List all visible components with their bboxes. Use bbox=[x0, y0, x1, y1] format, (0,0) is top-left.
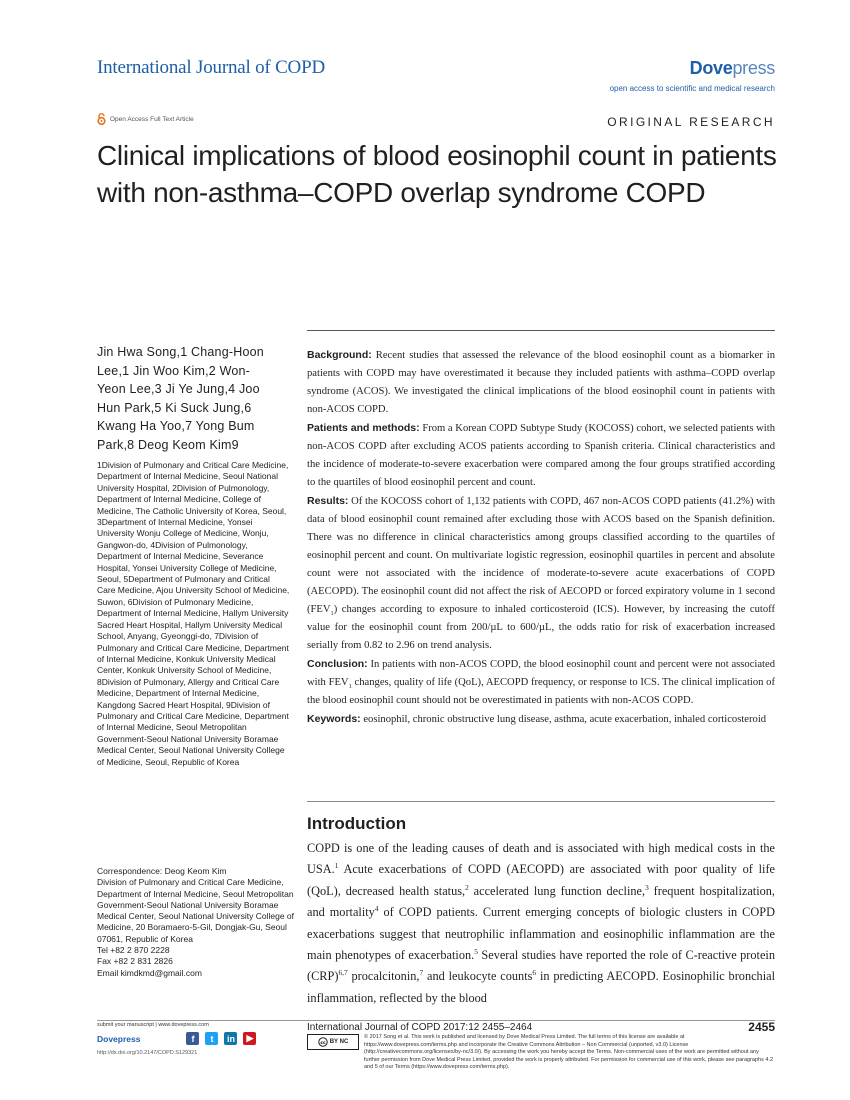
subscript: 1 bbox=[330, 610, 334, 618]
abstract-methods bbox=[307, 419, 775, 492]
facebook-icon[interactable]: f bbox=[186, 1032, 199, 1045]
youtube-icon[interactable]: ▶ bbox=[243, 1032, 256, 1045]
intro-text: accelerated lung function decline, bbox=[468, 883, 646, 898]
publisher-tagline: open access to scientific and medical research bbox=[609, 84, 775, 93]
paper-title: Clinical implications of blood eosinophil count in patients with non-asthma–COPD overlap syndrome COPD bbox=[97, 140, 777, 208]
page-number: 2455 bbox=[748, 1020, 775, 1034]
doi-link[interactable]: http://dx.doi.org/10.2147/COPD.S129321 bbox=[97, 1050, 198, 1056]
journal-title: International Journal of COPD bbox=[97, 57, 325, 78]
abstract-text: changes, quality of life (QoL), AECOPD frequency, or response to ICS. The clinical implication of the blood eosinophil count should not be overestimated in patients with non-ACOS COPD. bbox=[307, 677, 775, 706]
footer-social-row bbox=[97, 1032, 256, 1045]
citation: 2 bbox=[465, 882, 469, 892]
cc-license-label: BY NC bbox=[329, 1039, 349, 1045]
publisher-logo-bold: Dove bbox=[689, 58, 733, 78]
linkedin-icon[interactable]: in bbox=[224, 1032, 237, 1045]
correspondence bbox=[97, 866, 297, 979]
svg-text:cc: cc bbox=[320, 1041, 326, 1046]
abstract-text: Of the KOCOSS cohort of 1,132 patients with COPD, 467 non-ACOS COPD patients (41.2%) with data of blood eosinophil count remained after excluding those with ACOS based on the Spanish definition. There was no difference in clinical characteristics among groups classified according to the quartiles of eosinophil percent and count. On multivariate logistic regression, eosinophil quartiles in percent and absolute count were not associated with the incidence of moderate-to-severe acute exacerbations of COPD (AECOPD). The eosinophil count did not affect the risk of AECOPD or forced expiratory volume in 1 second (FEV bbox=[307, 496, 775, 615]
author-names: Jin Hwa Song,1 Chang-Hoon Lee,1 Jin Woo Kim,2 Won-Yeon Lee,3 Ji Ye Jung,4 Joo Hun Park,5 Ki Suck Jung,6 Kwang Ha Yoo,7 Yong Bum Park,8 Deog Keom Kim9 bbox=[97, 345, 264, 452]
license-block bbox=[307, 1034, 775, 1072]
introduction-body bbox=[307, 838, 775, 1009]
citation: 6,7 bbox=[338, 968, 348, 978]
citation: 1 bbox=[334, 861, 339, 871]
affiliations: 1Division of Pulmonary and Critical Care Medicine, Department of Internal Medicine, Seoul National University Hospital, 2Division of Pulmonology, Department of Internal Medicine, College of Medicine, The Catholic University of Korea, Seoul, 3Department of Internal Medicine, Yonsei University Wonju College of Medicine, Wonju, Gangwon-do, 4Division of Pulmonology, Department of Internal Medicine, Severance Hospital, Yonsei University College of Medicine, Seoul, 5Department of Pulmonary and Critical Care Medicine, Ajou University School of Medicine, Suwon, 6Division of Pulmonary Medicine, Department of Internal Medicine, Hallym University Sacred Heart Hospital, Hallym University Medical School, Anyang, Gyeonggi-do, 7Division of Pulmonary and Critical Care Medicine, Department of Internal Medicine, Konkuk University Medical Center, Konkuk University School of Medicine, 8Division of Pulmonary, Allergy and Critical Care Medicine, Department of Internal Medicine, Kangdong Sacred Heart Hospital, 9Division of Pulmonary and Critical Care Medicine, Department of Internal Medicine, Seoul Metropolitan Government-Seoul National University Boramae Medical Center, Seoul National University College of Medicine, Seoul, Republic of Korea bbox=[97, 460, 290, 767]
abstract-text: From a Korean COPD Subtype Study (KOCOSS) cohort, we selected patients with non-ACOS COPD after excluding ACOS patients according to Spanish criteria. Clinical characteristics and the incidence of moderate-to-severe exacerbation were compared among the four groups stratified according to the quartiles of blood eosinophil percent and count. bbox=[307, 423, 775, 488]
license-text: © 2017 Song et al. This work is published and licensed by Dove Medical Press Limited. The full terms of this license are available at https://www.dovepress.com/terms.php and incorporate the Creative Commons Attribution – Non Commercial (unported, v3.0) License (http://creativecommons.org/licenses/by-nc/3.0/). By accessing the work you hereby accept the Terms. Non-commercial uses of the work are permitted without any further permission from Dove Medical Press Limited, provided the work is properly attributed. For permission for commercial use of this work, please see paragraphs 4.2 and 5 of our Terms (https://www.dovepress.com/terms.php). bbox=[364, 1034, 774, 1071]
intro-text: COPD is one of the leading causes of death and is associated with high medical costs in the USA. bbox=[307, 841, 775, 877]
article-type: ORIGINAL RESEARCH bbox=[607, 115, 775, 129]
citation: 4 bbox=[374, 904, 379, 914]
citation: 5 bbox=[474, 946, 478, 956]
footer-publisher-logo: Dovepress bbox=[97, 1033, 141, 1044]
citation: 7 bbox=[419, 968, 424, 978]
cc-license-badge[interactable] bbox=[307, 1034, 359, 1050]
abstract-results bbox=[307, 492, 775, 655]
abstract-text: ) changes according to exposure to inhaled corticosteroid (ICS). However, by increasing the cutoff value for the eosinophil count from 200/µL to 600/µL, the odds ratio for risk of exacerbation increased serially from 0.82 to 2.96 on trend analysis. bbox=[307, 604, 775, 651]
correspondence-fax: Fax +82 2 831 2826 bbox=[97, 956, 173, 967]
submit-manuscript-link[interactable]: submit your manuscript | www.dovepress.com bbox=[97, 1022, 209, 1028]
subscript: 1 bbox=[348, 683, 352, 691]
intro-text: of COPD patients. Current emerging concepts of biologic clusters in COPD exacerbations suggest that neutrophilic inflammation and eosinophilic inflammation are the main phenotypes of exacerbation. bbox=[307, 905, 775, 963]
intro-text: procalcitonin, bbox=[347, 969, 420, 984]
correspondence-address: Division of Pulmonary and Critical Care Medicine, Department of Internal Medicine, Seoul Metropolitan Government-Seoul National University Boramae Medical Center, Seoul National University College of Medicine, 20 Boramaero-5-Gil, Dongjak-Gu, Seoul 07061, Republic of Korea bbox=[97, 877, 295, 944]
abstract-keywords bbox=[307, 710, 775, 729]
footer-divider bbox=[97, 1020, 775, 1021]
abstract-text: In patients with non-ACOS COPD, the blood eosinophil count and percent were not associated with FEV bbox=[307, 659, 775, 688]
creative-commons-icon bbox=[318, 1037, 328, 1047]
intro-text: and leukocyte counts bbox=[423, 969, 533, 984]
abstract-label: Results: bbox=[307, 495, 349, 507]
intro-text: Several studies have reported the role of C-reactive protein (CRP) bbox=[307, 948, 775, 984]
twitter-icon[interactable]: t bbox=[205, 1032, 218, 1045]
citation: 6 bbox=[532, 968, 537, 978]
correspondence-label: Correspondence: Deog Keom Kim bbox=[97, 866, 227, 876]
open-access-label: Open Access Full Text Article bbox=[110, 115, 194, 123]
correspondence-tel: Tel +82 2 870 2228 bbox=[97, 945, 170, 956]
abstract-label: Background: bbox=[307, 349, 372, 361]
author-list bbox=[97, 343, 272, 454]
abstract-label: Keywords: bbox=[307, 713, 361, 725]
abstract-divider bbox=[307, 330, 775, 331]
abstract-conclusion bbox=[307, 655, 775, 710]
open-access-lock-icon bbox=[97, 113, 106, 125]
abstract-label: Conclusion: bbox=[307, 658, 368, 670]
correspondence-email[interactable]: Email kimdkmd@gmail.com bbox=[97, 967, 202, 978]
citation: 3 bbox=[645, 882, 649, 892]
intro-text: in predicting AECOPD. Eosinophilic bronchial inflammation, reflected by the blood bbox=[307, 969, 775, 1005]
abstract bbox=[307, 346, 775, 729]
keywords-text: eosinophil, chronic obstructive lung disease, asthma, acute exacerbation, inhaled corticosteroid bbox=[363, 714, 767, 725]
abstract-background bbox=[307, 346, 775, 419]
intro-text: frequent hospitalization, and mortality bbox=[307, 883, 776, 920]
publisher-logo bbox=[690, 58, 775, 79]
intro-text: Acute exacerbations of COPD (AECOPD) are associated with poor quality of life (QoL), decreased health status, bbox=[307, 862, 775, 898]
journal-citation: International Journal of COPD 2017:12 2455–2464 bbox=[307, 1022, 533, 1033]
section-divider bbox=[307, 801, 775, 802]
abstract-text: Recent studies that assessed the relevance of the blood eosinophil count as a biomarker in patients with COPD may have overestimated it because they included patients with asthma–COPD overlap syndrome (ACOS). We investigated the clinical implications of the blood eosinophil count in patients with non-ACOS COPD. bbox=[307, 350, 775, 415]
abstract-label: Patients and methods: bbox=[307, 422, 420, 434]
publisher-logo-light: press bbox=[732, 58, 775, 78]
open-access-badge bbox=[97, 113, 194, 125]
introduction-heading: Introduction bbox=[307, 814, 407, 833]
